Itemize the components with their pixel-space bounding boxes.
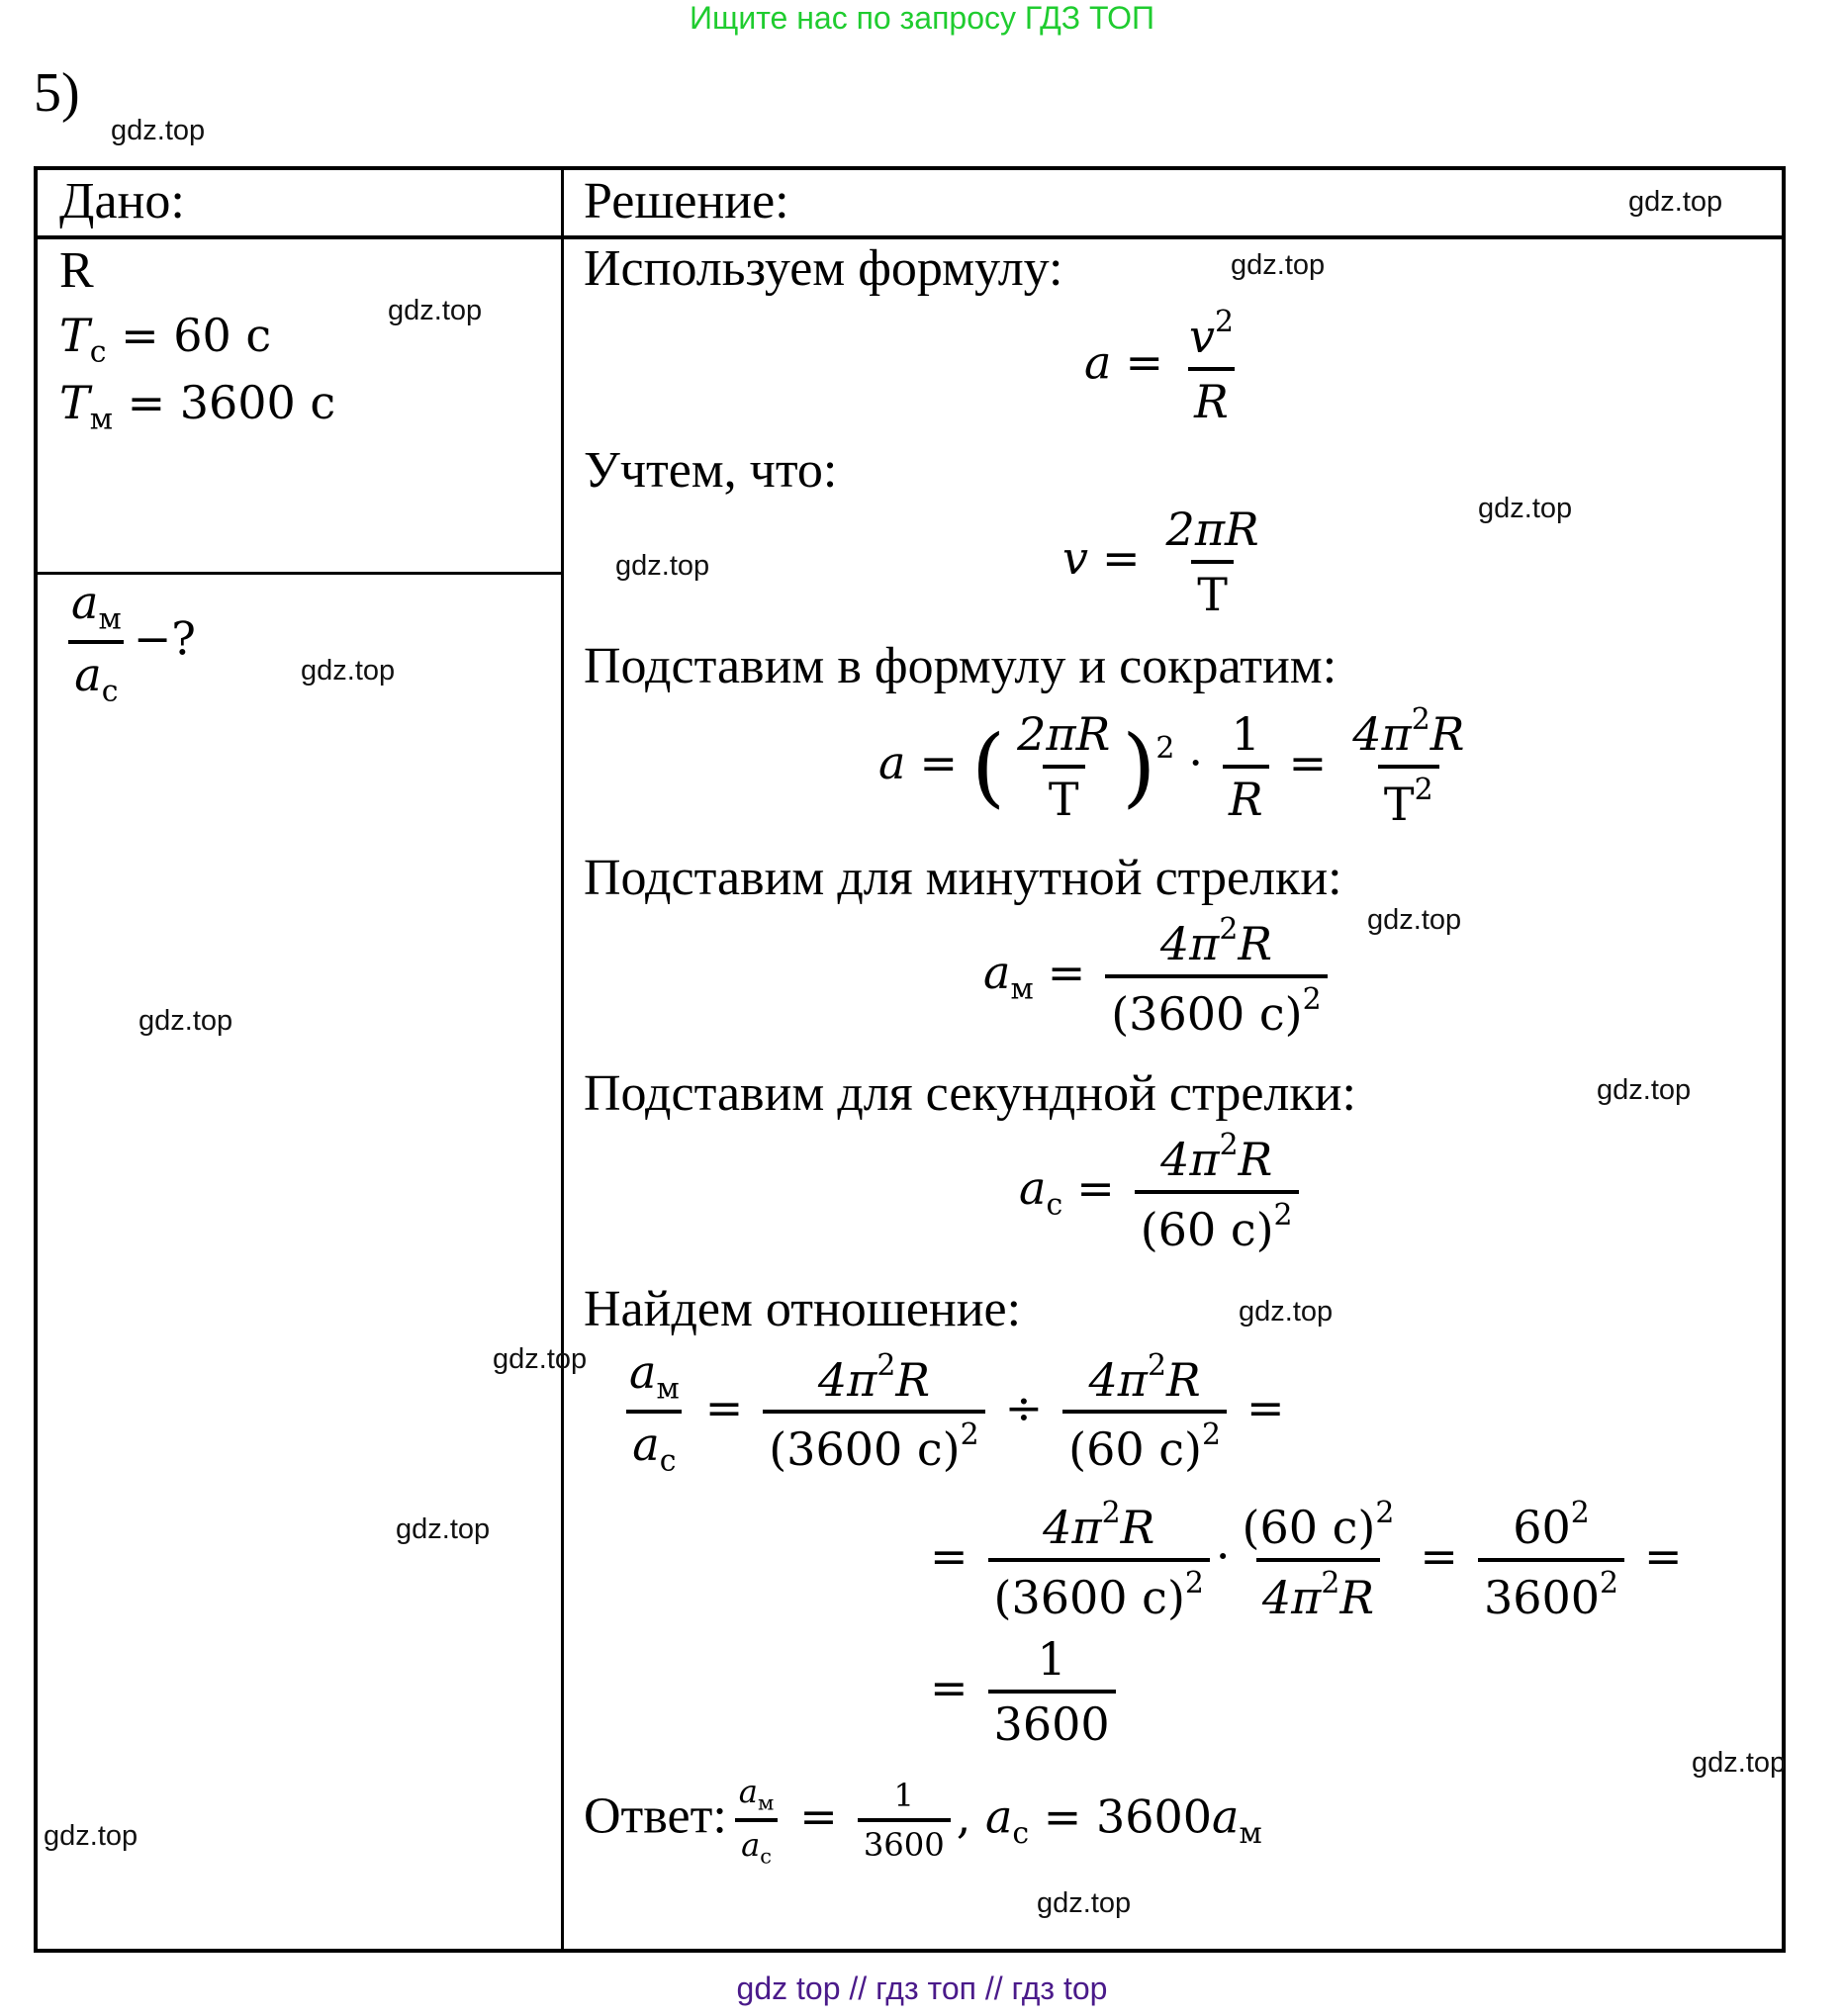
num: R [1238, 916, 1272, 970]
watermark: gdz.top [1628, 186, 1723, 218]
sub: с [1012, 1815, 1030, 1851]
fraction [623, 1345, 686, 1479]
given-header: Дано: [59, 173, 185, 229]
fraction [1183, 305, 1240, 428]
sup: 2 [1414, 772, 1433, 807]
step-use-formula: Используем формулу: [584, 240, 1063, 297]
sup: 2 [1321, 1565, 1340, 1601]
op: = [919, 735, 958, 789]
fraction [1105, 912, 1327, 1041]
var: a [1084, 335, 1112, 390]
num: (60 с) [1242, 1500, 1376, 1554]
watermark: gdz.top [44, 1820, 138, 1852]
op: ÷ [1004, 1381, 1044, 1435]
den: R [1223, 765, 1269, 826]
watermark: gdz.top [1478, 493, 1573, 524]
fraction [988, 1632, 1116, 1751]
watermark: gdz.top [1367, 904, 1462, 936]
den: R [1188, 367, 1235, 428]
answer [584, 1773, 1262, 1869]
sup: 2 [1219, 1128, 1239, 1162]
paren: ( [970, 715, 1006, 817]
watermark: gdz.top [493, 1343, 588, 1375]
step-substitute: Подставим в формулу и сократим: [584, 638, 1337, 694]
sup: 2 [1147, 1347, 1167, 1383]
sup: 2 [1214, 305, 1235, 339]
var: a [1212, 1789, 1240, 1844]
formula-ratio-2 [916, 1496, 1697, 1624]
formula-am [983, 912, 1334, 1041]
fraction [733, 1773, 780, 1869]
op: = [1644, 1528, 1683, 1583]
num: 2πR [1165, 503, 1259, 556]
sup: 2 [1302, 981, 1322, 1017]
sup: 2 [876, 1347, 896, 1383]
num: 1 [1231, 706, 1260, 761]
sub: м [757, 1790, 775, 1815]
sup: 2 [1201, 1418, 1221, 1453]
den: (3600 с) [769, 1422, 961, 1477]
given-tm [59, 376, 335, 436]
step-second-hand: Подставим для секундной стрелки: [584, 1065, 1356, 1122]
op: = [1125, 335, 1163, 390]
sup: 2 [1273, 1197, 1293, 1233]
formula-ac [1019, 1128, 1305, 1256]
problem-number: 5) [34, 62, 80, 124]
watermark: gdz.top [388, 295, 483, 326]
den: (60 с) [1140, 1202, 1274, 1256]
sup: 2 [1600, 1565, 1619, 1601]
comma: , [956, 1789, 971, 1844]
sup: 2 [1411, 702, 1430, 737]
var-t: T [59, 309, 90, 362]
den: (60 с) [1068, 1422, 1202, 1477]
sub: с [89, 334, 107, 370]
watermark: gdz.top [111, 115, 206, 146]
num: 4π [1043, 1500, 1102, 1554]
op: · [1215, 1528, 1231, 1583]
formula-a-v2-r [1084, 305, 1245, 428]
footer-links[interactable]: gdz top // гдз топ // гдз top [736, 1970, 1108, 2006]
sub: м [98, 601, 122, 637]
formula-ratio-3 [916, 1632, 1122, 1751]
var: a [738, 1773, 758, 1810]
den: 3600 [1483, 1570, 1601, 1624]
den: 4π [1261, 1570, 1322, 1624]
sup: 2 [1155, 731, 1175, 766]
num: 4π [1160, 1132, 1220, 1186]
fraction [1062, 1348, 1227, 1477]
solution-header: Решение: [584, 173, 789, 229]
sup: 2 [1375, 1496, 1395, 1530]
fraction [988, 1496, 1210, 1624]
op: = [1076, 1160, 1115, 1215]
find-ratio [59, 576, 196, 709]
fraction [1223, 707, 1269, 826]
op: = [930, 1528, 968, 1583]
den: T [1191, 560, 1234, 621]
paren: ) [1122, 715, 1156, 817]
den: R [1339, 1570, 1375, 1624]
var: a [741, 1826, 761, 1865]
sub: с [101, 674, 119, 709]
num: 2πR [1017, 706, 1111, 761]
op: = [1420, 1528, 1458, 1583]
rhs: = 3600 [1043, 1789, 1213, 1844]
var: a [74, 648, 102, 702]
num: 4π [817, 1352, 877, 1407]
num: R [1429, 706, 1465, 761]
sup: 2 [1219, 912, 1239, 947]
watermark: gdz.top [138, 1005, 233, 1037]
num: 4π [1159, 916, 1220, 970]
var: v [1188, 309, 1215, 363]
num: R [895, 1352, 930, 1407]
formula-ratio-1 [617, 1345, 1299, 1479]
given-divider [38, 572, 561, 575]
var: v [1062, 531, 1088, 585]
den: (3600 с) [1111, 986, 1303, 1041]
num: 4π [1088, 1352, 1148, 1407]
fraction [1011, 707, 1116, 826]
watermark: gdz.top [396, 1513, 491, 1545]
step-ratio: Найдем отношение: [584, 1281, 1022, 1337]
answer-label: Ответ: [584, 1787, 727, 1845]
op: = [704, 1381, 744, 1435]
var: a [71, 576, 99, 629]
var-t: T [59, 376, 90, 429]
value: = 60 с [121, 309, 272, 362]
fraction [1346, 702, 1470, 831]
fraction [763, 1348, 984, 1477]
den: (3600 с) [993, 1570, 1185, 1624]
den: T [1383, 777, 1415, 831]
sub: с [1046, 1187, 1063, 1223]
question: −? [133, 611, 196, 666]
given-tc [59, 309, 271, 369]
num: 1 [1037, 1632, 1066, 1686]
watermark: gdz.top [1231, 249, 1326, 281]
op: · [1188, 735, 1203, 789]
num: 1 [893, 1777, 915, 1815]
sup: 2 [960, 1418, 979, 1453]
sub: м [1010, 971, 1034, 1007]
den: T [1043, 765, 1085, 826]
var: a [1019, 1160, 1047, 1215]
sub: с [659, 1443, 677, 1479]
fraction [1135, 1128, 1299, 1256]
sub: м [656, 1371, 680, 1407]
var: a [984, 1789, 1013, 1844]
num: 60 [1513, 1500, 1571, 1554]
sub: м [1239, 1815, 1262, 1851]
formula-a-derived [878, 702, 1476, 831]
watermark: gdz.top [301, 655, 396, 687]
step-note: Учтем, что: [584, 442, 838, 499]
step-minute-hand: Подставим для минутной стрелки: [584, 850, 1342, 906]
sub: м [89, 402, 113, 437]
den: 3600 [988, 1690, 1116, 1751]
value: = 3600 с [127, 376, 336, 429]
sup: 2 [1101, 1496, 1121, 1530]
fraction [65, 576, 128, 709]
var: a [629, 1345, 657, 1399]
op: = [799, 1789, 838, 1844]
op: = [1246, 1381, 1285, 1435]
watermark: gdz.top [1692, 1747, 1787, 1779]
sup: 2 [1570, 1496, 1590, 1530]
sup: 2 [1184, 1565, 1204, 1601]
promo-banner[interactable]: Ищите нас по запросу ГДЗ ТОП [690, 0, 1154, 36]
op: = [1288, 735, 1328, 789]
fraction [858, 1777, 951, 1864]
var: a [983, 945, 1011, 999]
var: a [632, 1418, 660, 1472]
var: a [878, 735, 906, 789]
fraction [1160, 503, 1265, 621]
fraction [1237, 1496, 1401, 1624]
solution-table [34, 166, 1786, 1953]
sub: с [760, 1844, 772, 1869]
formula-v [1062, 503, 1271, 621]
watermark: gdz.top [1597, 1074, 1692, 1106]
num: 4π [1352, 706, 1412, 761]
num: R [1166, 1352, 1201, 1407]
op: = [930, 1661, 968, 1714]
watermark: gdz.top [615, 550, 710, 582]
watermark: gdz.top [1037, 1887, 1132, 1919]
num: R [1120, 1500, 1155, 1554]
fraction [1478, 1496, 1624, 1624]
op: = [1047, 945, 1086, 999]
column-divider [561, 170, 564, 1949]
watermark: gdz.top [1239, 1296, 1334, 1328]
den: 3600 [858, 1818, 951, 1864]
op: = [1102, 531, 1141, 585]
num: R [1238, 1132, 1273, 1186]
given-r: R [59, 242, 94, 299]
